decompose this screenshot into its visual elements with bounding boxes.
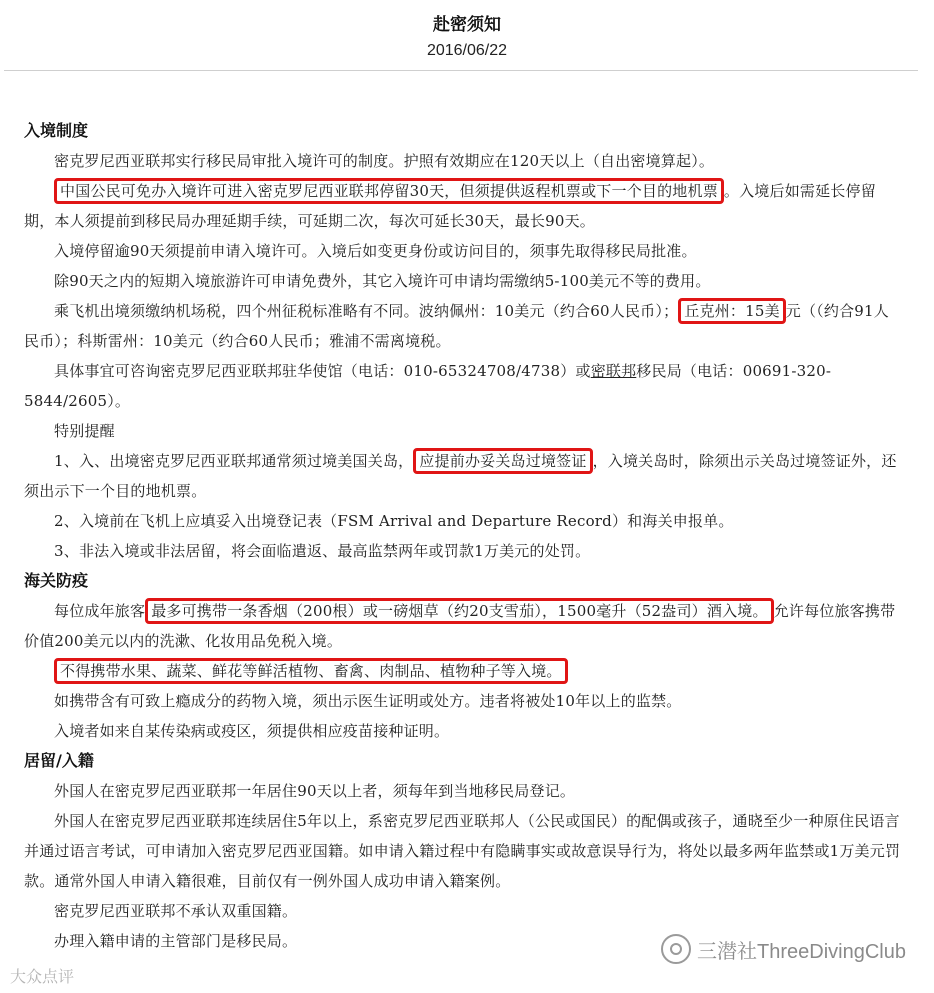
page-title: 赴密须知 — [433, 15, 501, 35]
section-heading-residence: 居留/入籍 — [24, 751, 94, 770]
highlight-box: 最多可携带一条香烟（200根）或一磅烟草（约20支雪茄），1500毫升（52盎司）酒入境。 — [145, 598, 773, 624]
wechat-icon — [661, 934, 691, 964]
publish-date: 2016/06/22 — [426, 42, 508, 59]
text: 元（（约合91人民币）；科斯雷州：10美元（约合60人民币；雅浦不需离境税。 — [24, 302, 889, 350]
text: 如携带含有可致上瘾成分的药物入境，须出示医生证明或处方。违者将被处10年以上的监禁。 — [54, 692, 682, 710]
paragraph — [24, 506, 904, 536]
text: 每位成年旅客 — [54, 602, 146, 620]
text: 外国人在密克罗尼西亚联邦一年居住90天以上者，须每年到当地移民局登记。 — [54, 782, 576, 800]
text: 密克罗尼西亚联邦不承认双重国籍。 — [54, 902, 298, 920]
highlight-box: 不得携带水果、蔬菜、鲜花等鲜活植物、畜禽、肉制品、植物种子等入境。 — [54, 658, 568, 684]
paragraph — [24, 656, 904, 686]
paragraph — [24, 296, 904, 356]
link-text[interactable]: 密联邦 — [590, 362, 637, 380]
watermark-bottom-left: 大众点评 — [10, 969, 75, 986]
text: 移民局（电话：00691-320-5844/2605）。 — [24, 362, 832, 410]
paragraph — [24, 686, 904, 716]
reminder-title — [24, 416, 904, 446]
text: 2、入境前在飞机上应填妥入出境登记表（FSM Arrival and Departure Record）和海关申报单。 — [54, 512, 734, 530]
text: 乘飞机出境须缴纳机场税，四个州征税标准略有不同。波纳佩州：10美元（约合60人民币）； — [54, 302, 679, 320]
paragraph — [24, 446, 904, 506]
paragraph — [24, 776, 904, 806]
text: 密克罗尼西亚联邦实行移民局审批入境许可的制度。护照有效期应在120天以上（自出密境算起）。 — [54, 152, 715, 170]
highlight-box: 中国公民可免办入境许可进入密克罗尼西亚联邦停留30天，但须提供返程机票或下一个目的地机票 — [54, 178, 724, 204]
text: 允许每位旅客携带价值200美元以内的洗漱、化妆用品免税入境。 — [24, 602, 896, 650]
paragraph — [24, 596, 904, 656]
paragraph — [24, 716, 904, 746]
highlight-box: 丘克州：15美 — [678, 298, 786, 324]
paragraph — [24, 356, 904, 416]
text: 1、入、出境密克罗尼西亚联邦通常须过境美国关岛， — [54, 452, 414, 470]
article-body — [24, 116, 904, 956]
text: 除90天之内的短期入境旅游许可申请免费外，其它入境许可申请均需缴纳5-100美元不等的费用。 — [54, 272, 711, 290]
section-heading-customs: 海关防疫 — [24, 571, 89, 590]
divider — [4, 70, 918, 71]
section-heading-entry: 入境制度 — [24, 121, 89, 140]
text: ，入境关岛时，除须出示关岛过境签证外，还须出示下一个目的地机票。 — [24, 452, 897, 500]
highlight-box: 应提前办妥关岛过境签证 — [413, 448, 592, 474]
text: 特别提醒 — [54, 422, 115, 440]
text: 3、非法入境或非法居留，将会面临遣返、最高监禁两年或罚款1万美元的处罚。 — [54, 542, 591, 560]
paragraph — [24, 146, 904, 176]
text: 外国人在密克罗尼西亚联邦连续居住5年以上，系密克罗尼西亚联邦人（公民或国民）的配偶或孩子，通晓至少一种原住民语言并通过语言考试，可申请加入密克罗尼西亚国籍。如申请入籍过程中有隐瞒事实或故意误导行为，将处以最多两年监禁或1万美元罚款。通常外国人申请入籍很难，目前仅有一例外国人成功申请入籍案例。 — [24, 812, 901, 890]
paragraph — [24, 236, 904, 266]
paragraph — [24, 536, 904, 566]
watermark-text: 三潜社ThreeDivingClub — [697, 940, 906, 963]
text: 入境停留逾90天须提前申请入境许可。入境后如变更身份或访问目的，须事先取得移民局批准。 — [54, 242, 697, 260]
text: 。入境后如需延长停留期，本人须提前到移民局办理延期手续，可延期二次，每次可延长30天，最长90天。 — [24, 182, 876, 230]
text: 办理入籍申请的主管部门是移民局。 — [54, 932, 298, 950]
paragraph — [24, 176, 904, 236]
paragraph — [24, 806, 904, 896]
paragraph — [24, 896, 904, 926]
paragraph — [24, 266, 904, 296]
text: 入境者如来自某传染病或疫区，须提供相应疫苗接种证明。 — [54, 722, 450, 740]
text: 具体事宜可咨询密克罗尼西亚联邦驻华使馆（电话：010-65324708/4738）或 — [54, 362, 591, 380]
watermark — [661, 934, 906, 964]
